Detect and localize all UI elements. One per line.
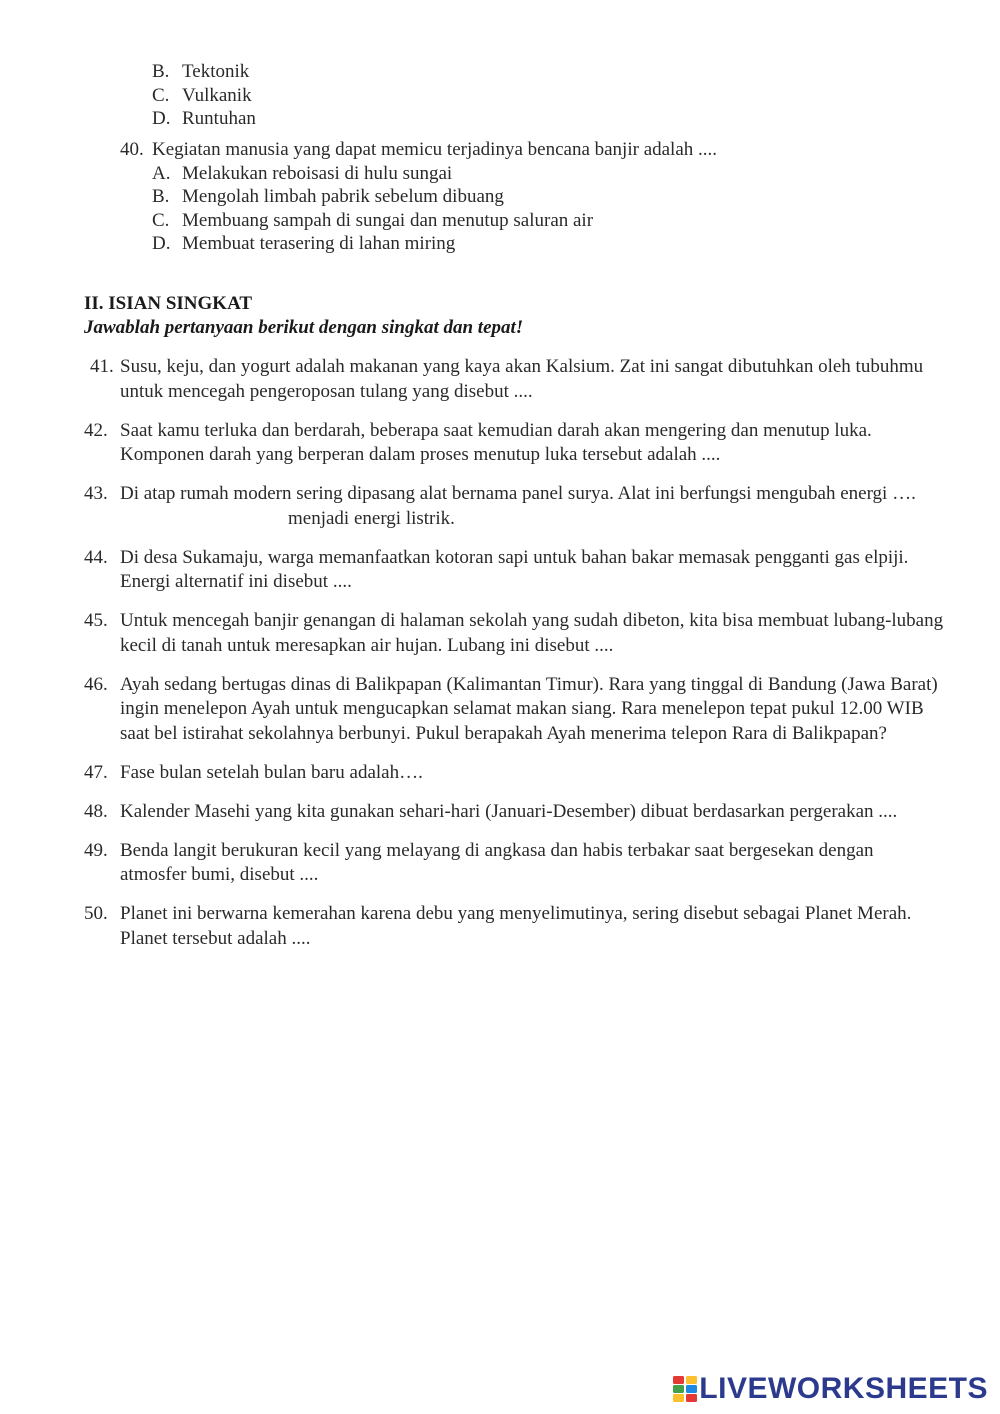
option-letter: A. <box>152 162 171 184</box>
option-text: Melakukan reboisasi di hulu sungai <box>182 162 453 184</box>
liveworksheets-logo-icon <box>673 1376 697 1402</box>
question-text-part-a: Di atap rumah modern sering dipasang alat bernama panel surya. Alat ini berfungsi mengubah energi …. <box>120 483 916 504</box>
question-47 <box>84 761 944 786</box>
section-title: II. ISIAN SINGKAT <box>84 293 253 314</box>
logo-text: LIVEWORKSHEETS <box>699 1372 988 1405</box>
option-letter: B. <box>152 61 170 82</box>
question-text: Kegiatan manusia yang dapat memicu terjadinya bencana banjir adalah .... <box>152 139 718 160</box>
question-46 <box>84 673 944 747</box>
option-text: Membuat terasering di lahan miring <box>182 233 456 254</box>
question-number: 43. <box>84 483 108 504</box>
question-text: Susu, keju, dan yogurt adalah makanan yang kaya akan Kalsium. Zat ini sangat dibutuhkan oleh tubuhmu untuk mencegah pengeroposan tulang yang disebut .... <box>120 356 924 402</box>
section-instruction: Jawablah pertanyaan berikut dengan singkat dan tepat! <box>84 317 524 338</box>
question-text: Untuk mencegah banjir genangan di halaman sekolah yang sudah dibeton, kita bisa membuat lubang-lubang kecil di tanah untuk meresapkan air hujan. Lubang ini disebut .... <box>120 610 944 656</box>
option-letter: D. <box>152 233 171 254</box>
option-b <box>152 185 940 209</box>
option-b <box>152 60 256 84</box>
option-letter: B. <box>152 186 170 207</box>
question-number: 45. <box>84 610 108 631</box>
question-text: Fase bulan setelah bulan baru adalah…. <box>120 761 423 783</box>
option-letter: D. <box>152 108 171 129</box>
question-number: 48. <box>84 800 108 822</box>
question-number: 46. <box>84 673 108 695</box>
option-text: Runtuhan <box>182 108 256 129</box>
short-answer-questions <box>84 355 944 966</box>
question-43 <box>84 482 944 531</box>
question-text: Di desa Sukamaju, warga memanfaatkan kotoran sapi untuk bahan bakar memasak pengganti gas elpiji. Energi alternatif ini disebut .... <box>120 546 909 592</box>
question-42 <box>84 419 944 468</box>
option-text: Vulkanik <box>182 84 252 106</box>
question-number: 41. <box>90 356 114 377</box>
question-stem <box>120 138 940 162</box>
question-text <box>120 482 944 531</box>
question-45 <box>84 609 944 658</box>
option-d <box>152 107 256 131</box>
question-40 <box>120 138 940 256</box>
option-c <box>152 84 256 108</box>
question-50 <box>84 902 944 951</box>
option-d <box>152 232 940 256</box>
question-number: 47. <box>84 761 108 783</box>
question-text: Planet ini berwarna kemerahan karena debu yang menyelimutinya, sering disebut sebagai Planet Merah. Planet tersebut adalah .... <box>120 903 912 949</box>
option-letter: C. <box>152 209 170 231</box>
question-number: 42. <box>84 419 108 441</box>
option-c <box>152 209 940 233</box>
option-text: Membuang sampah di sungai dan menutup saluran air <box>182 209 594 231</box>
question-41 <box>84 355 944 404</box>
question-text-part-b: menjadi energi listrik. <box>288 507 455 529</box>
question-text: Ayah sedang bertugas dinas di Balikpapan (Kalimantan Timur). Rara yang tinggal di Bandung (Jawa Barat) ingin menelepon Ayah untuk mengucapkan selamat makan siang. Rara menelepon tepat pukul 12.00 WIB saat bel istirahat sekolahnya berbunyi. Pukul berapakah Ayah menerima telepon Rara di Balikpapan? <box>120 673 938 744</box>
option-text: Mengolah limbah pabrik sebelum dibuang <box>182 186 504 207</box>
question-number: 44. <box>84 546 108 568</box>
question-number: 40. <box>120 139 144 160</box>
option-letter: C. <box>152 84 170 106</box>
question-44 <box>84 546 944 595</box>
option-text: Tektonik <box>182 61 250 82</box>
question-text: Saat kamu terluka dan berdarah, beberapa saat kemudian darah akan mengering dan menutup luka. Komponen darah yang berperan dalam proses menutup luka tersebut adalah .... <box>120 419 872 465</box>
question-text: Benda langit berukuran kecil yang melayang di angkasa dan habis terbakar saat bergesekan dengan atmosfer bumi, disebut .... <box>120 839 874 885</box>
question-48 <box>84 800 944 825</box>
section-header <box>84 292 523 340</box>
question-number: 49. <box>84 839 108 861</box>
option-a <box>152 162 940 186</box>
question-49 <box>84 839 944 888</box>
question-40-options <box>152 162 940 256</box>
question-39-options <box>152 60 256 131</box>
question-number: 50. <box>84 903 108 924</box>
question-text: Kalender Masehi yang kita gunakan sehari-hari (Januari-Desember) dibuat berdasarkan pergerakan .... <box>120 800 898 822</box>
liveworksheets-logo[interactable] <box>673 1372 988 1406</box>
